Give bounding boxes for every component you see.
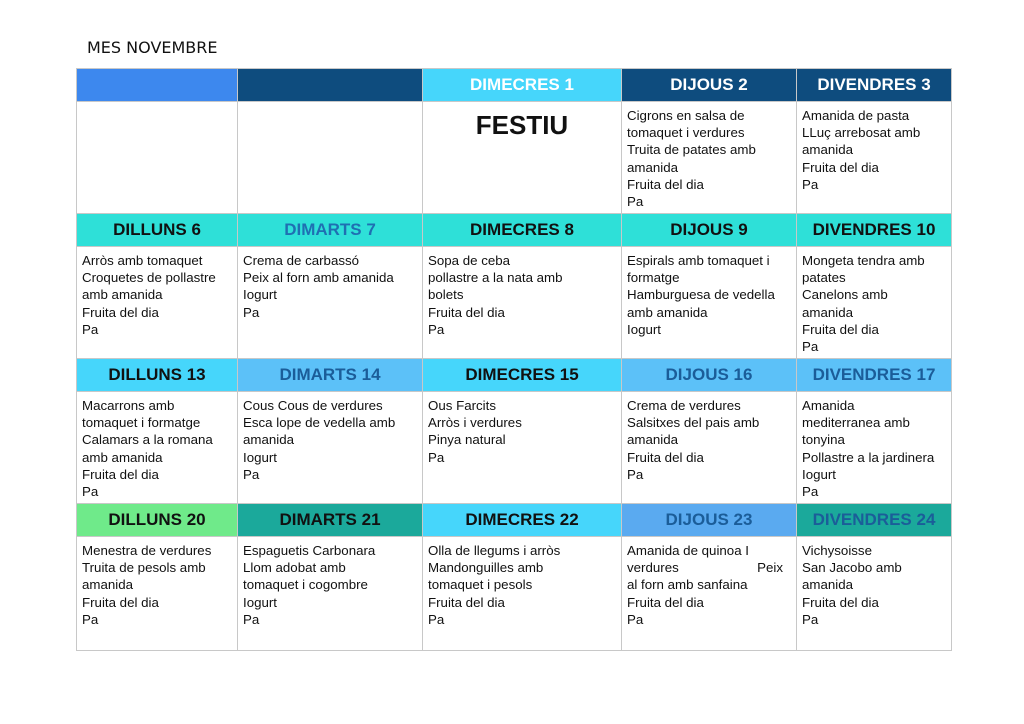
menu-cell <box>797 392 952 504</box>
menu-line-part: Peix <box>757 560 783 576</box>
week-1-menu-row <box>77 102 952 214</box>
menu-line: Pinya natural <box>428 432 506 448</box>
menu-line: Amanida <box>802 398 855 413</box>
menu-line: Calamars a la romana <box>82 432 213 448</box>
menu-line: Pa <box>627 466 644 482</box>
menu-line-part: verdures <box>627 560 679 576</box>
menu-line: Amanida de quinoa I <box>627 543 749 558</box>
menu-line: Pa <box>82 611 99 627</box>
day-header-empty-2 <box>238 69 423 102</box>
menu-line: Macarrons amb <box>82 398 175 413</box>
menu-cell <box>797 537 952 651</box>
menu-line: Fruita del dia <box>82 466 159 482</box>
day-header-friday-24: DIVENDRES 24 <box>797 504 952 537</box>
week-1-header-row <box>77 68 952 102</box>
menu-line: Iogurt <box>243 449 278 465</box>
day-header-friday-17: DIVENDRES 17 <box>797 359 952 392</box>
day-header-friday-3: DIVENDRES 3 <box>797 69 952 102</box>
day-header-wednesday-8: DIMECRES 8 <box>423 214 622 247</box>
menu-line: Crema de carbassó <box>243 253 360 268</box>
week-4-menu-row <box>77 537 952 651</box>
menu-line: Arròs amb tomaquet <box>82 253 203 268</box>
menu-line: Fruita del dia <box>802 321 879 337</box>
day-header-tuesday-7: DIMARTS 7 <box>238 214 423 247</box>
menu-cell <box>622 537 797 651</box>
menu-line: formatge <box>627 270 680 286</box>
menu-line: Fruita del dia <box>82 304 159 320</box>
menu-line: Pa <box>627 194 644 210</box>
menu-line: Vichysoisse <box>802 543 872 558</box>
menu-line: Mandonguilles amb <box>428 560 544 576</box>
day-header-tuesday-21: DIMARTS 21 <box>238 504 423 537</box>
menu-cell <box>77 102 238 214</box>
holiday-label: FESTIU <box>475 110 569 140</box>
menu-line: Pa <box>82 321 99 337</box>
menu-line: patates <box>802 270 846 286</box>
menu-line: pollastre a la nata amb <box>428 270 563 286</box>
menu-line: Pa <box>428 611 445 627</box>
menu-line: Crema de verdures <box>627 398 741 413</box>
menu-line: Pa <box>243 304 260 320</box>
menu-line: Fruita del dia <box>627 594 704 610</box>
menu-line: Fruita del dia <box>428 594 505 610</box>
menu-line: Pa <box>627 611 644 627</box>
menu-line: Espaguetis Carbonara <box>243 543 376 558</box>
menu-line: amanida <box>802 577 854 593</box>
menu-line: Esca lope de vedella amb <box>243 415 396 431</box>
menu-cell <box>423 102 622 214</box>
menu-cell <box>622 392 797 504</box>
menu-cell <box>77 537 238 651</box>
menu-line: Truita de patates amb <box>627 142 756 158</box>
menu-line: Arròs i verdures <box>428 415 522 431</box>
menu-line: Pa <box>802 176 819 192</box>
day-header-thursday-9: DIJOUS 9 <box>622 214 797 247</box>
menu-cell <box>423 392 622 504</box>
menu-line: Truita de pesols amb <box>82 560 206 576</box>
menu-line: Menestra de verdures <box>82 543 212 558</box>
menu-cell <box>77 392 238 504</box>
menu-cell <box>238 537 423 651</box>
menu-line: Cous Cous de verdures <box>243 398 383 413</box>
menu-line: Fruita del dia <box>802 594 879 610</box>
menu-line: Cigrons en salsa de <box>627 108 745 123</box>
menu-line: mediterranea amb <box>802 415 910 431</box>
menu-cell <box>797 102 952 214</box>
menu-line: Salsitxes del pais amb <box>627 415 760 431</box>
menu-line: Pa <box>243 611 260 627</box>
day-header-wednesday-22: DIMECRES 22 <box>423 504 622 537</box>
menu-line: al forn amb sanfaina <box>627 577 748 593</box>
menu-cell <box>423 247 622 359</box>
menu-line: amb amanida <box>82 449 163 465</box>
day-header-thursday-16: DIJOUS 16 <box>622 359 797 392</box>
menu-line: Mongeta tendra amb <box>802 253 925 268</box>
day-header-empty-1 <box>77 69 238 102</box>
menu-line: Hamburguesa de vedella <box>627 287 775 303</box>
menu-line: amanida <box>627 159 679 175</box>
week-3-header-row <box>77 359 952 392</box>
menu-line: Amanida de pasta <box>802 108 910 123</box>
menu-line: Pa <box>243 466 260 482</box>
menu-cell <box>423 537 622 651</box>
page-title: MES NOVEMBRE <box>87 38 218 57</box>
menu-line: Fruita del dia <box>428 304 505 320</box>
menu-cell <box>238 247 423 359</box>
menu-line: Espirals amb tomaquet i <box>627 253 770 268</box>
menu-calendar <box>76 68 952 651</box>
week-3-menu-row <box>77 392 952 504</box>
menu-line: tomaquet i pesols <box>428 577 533 593</box>
menu-line: tonyina <box>802 432 845 448</box>
menu-line: Iogurt <box>802 466 837 482</box>
menu-line: Llom adobat amb <box>243 560 346 576</box>
menu-line: Pa <box>802 339 819 355</box>
menu-line <box>627 559 791 576</box>
menu-line: amanida <box>243 432 295 448</box>
menu-line: tomaquet i cogombre <box>243 577 368 593</box>
day-header-tuesday-14: DIMARTS 14 <box>238 359 423 392</box>
menu-line: Croquetes de pollastre <box>82 270 216 286</box>
menu-line: Fruita del dia <box>627 176 704 192</box>
menu-cell <box>622 102 797 214</box>
menu-line: amanida <box>802 142 854 158</box>
menu-line: amanida <box>82 577 134 593</box>
menu-line: Pollastre a la jardinera <box>802 449 935 465</box>
menu-line: Iogurt <box>243 594 278 610</box>
day-header-thursday-2: DIJOUS 2 <box>622 69 797 102</box>
day-header-thursday-23: DIJOUS 23 <box>622 504 797 537</box>
menu-line: Peix al forn amb amanida <box>243 270 394 286</box>
menu-line: Iogurt <box>627 321 662 337</box>
menu-line: Olla de llegums i arròs <box>428 543 561 558</box>
menu-line: amb amanida <box>82 287 163 303</box>
menu-line: Pa <box>802 484 819 500</box>
week-2-menu-row <box>77 247 952 359</box>
day-header-wednesday-1: DIMECRES 1 <box>423 69 622 102</box>
menu-line: amb amanida <box>627 304 708 320</box>
menu-line: bolets <box>428 287 464 303</box>
day-header-monday-13: DILLUNS 13 <box>77 359 238 392</box>
menu-line: Pa <box>82 484 99 500</box>
menu-cell <box>238 392 423 504</box>
menu-line: Fruita del dia <box>82 594 159 610</box>
menu-line: Pa <box>802 611 819 627</box>
menu-line: San Jacobo amb <box>802 560 902 576</box>
menu-cell <box>622 247 797 359</box>
day-header-wednesday-15: DIMECRES 15 <box>423 359 622 392</box>
menu-line: amanida <box>627 432 679 448</box>
menu-line: tomaquet i verdures <box>627 125 745 141</box>
menu-line: Pa <box>428 321 445 337</box>
menu-line: LLuç arrebosat amb <box>802 125 921 141</box>
day-header-monday-6: DILLUNS 6 <box>77 214 238 247</box>
week-4-header-row <box>77 504 952 537</box>
menu-line: Pa <box>428 449 445 465</box>
menu-line: Ous Farcits <box>428 398 496 413</box>
menu-line: Canelons amb <box>802 287 888 303</box>
menu-cell <box>77 247 238 359</box>
menu-line: tomaquet i formatge <box>82 415 201 431</box>
menu-line: Fruita del dia <box>627 449 704 465</box>
menu-cell <box>797 247 952 359</box>
menu-line: Fruita del dia <box>802 159 879 175</box>
menu-cell <box>238 102 423 214</box>
menu-line: Iogurt <box>243 287 278 303</box>
menu-line: Sopa de ceba <box>428 253 511 268</box>
menu-line: amanida <box>802 304 854 320</box>
day-header-friday-10: DIVENDRES 10 <box>797 214 952 247</box>
day-header-monday-20: DILLUNS 20 <box>77 504 238 537</box>
week-2-header-row <box>77 214 952 247</box>
